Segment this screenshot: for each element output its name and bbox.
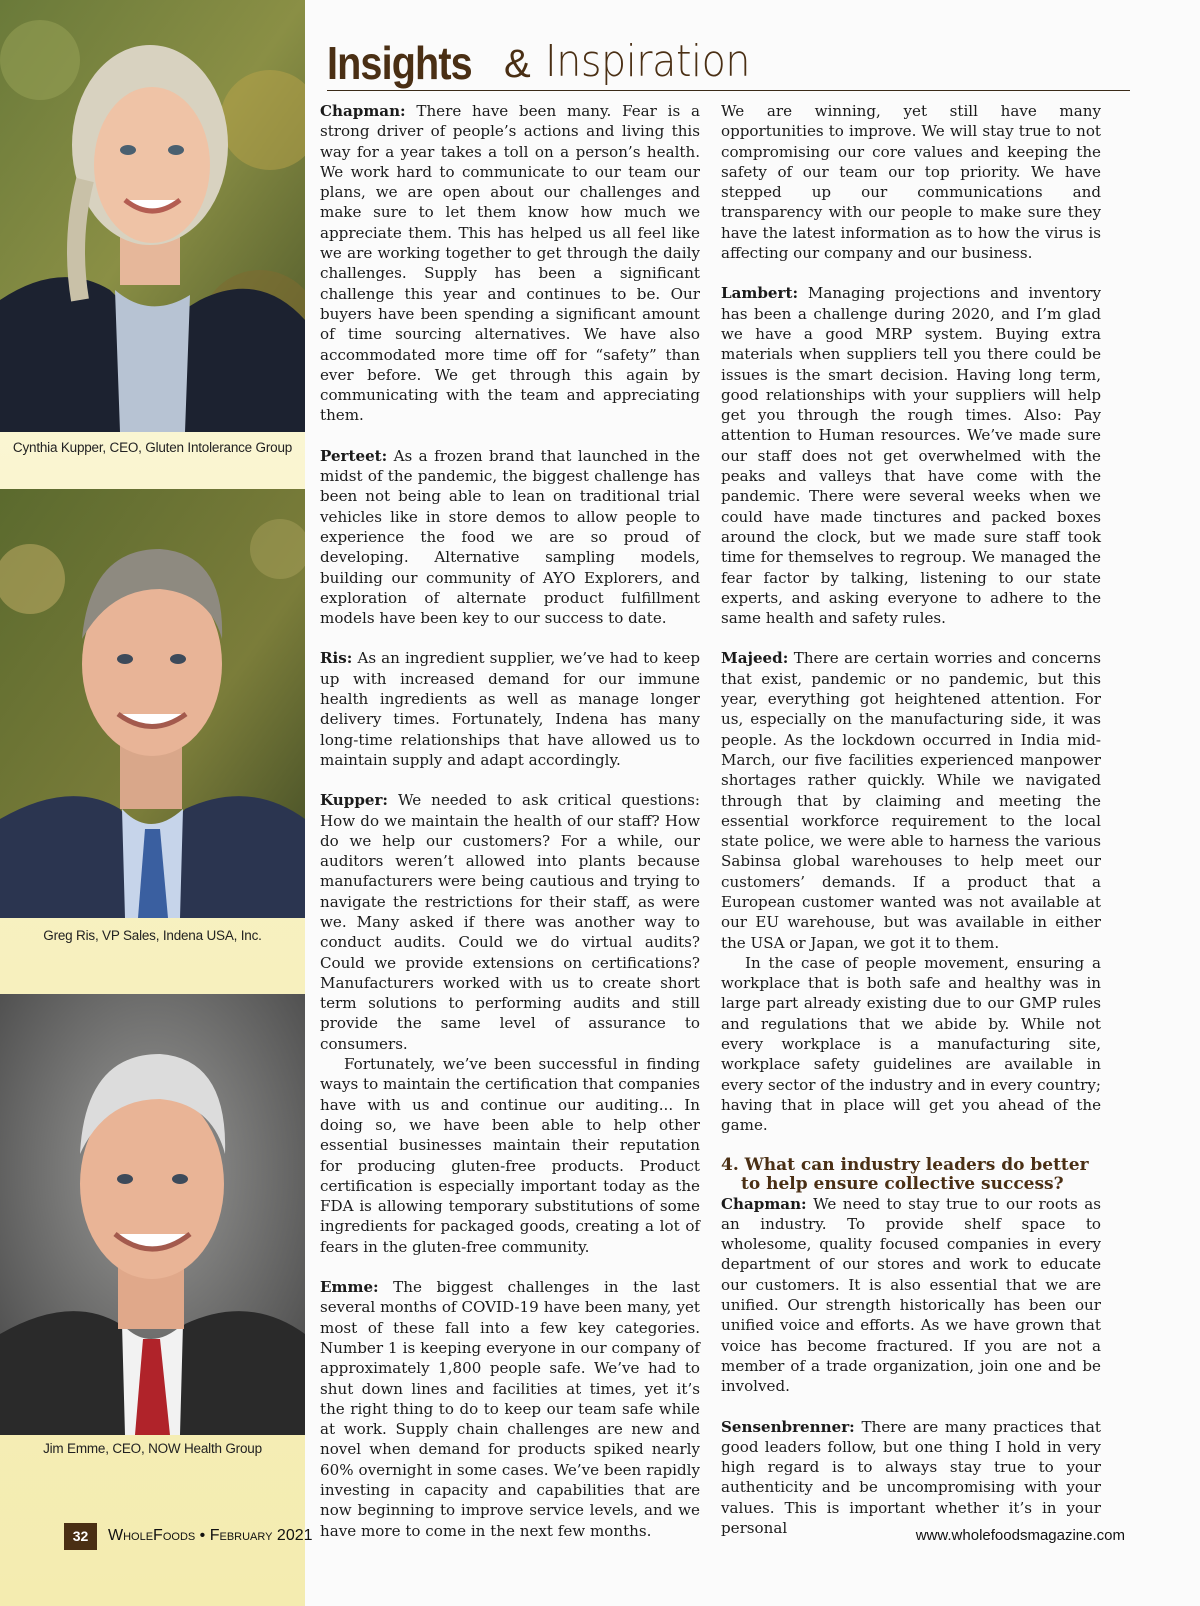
speaker-name: Perteet: [320,446,388,465]
answer-text: As an ingredient supplier, we’ve had to keep up with increased demand for our immune health ingredients as well as manage longer delivery times. Fortunately, Indena has many long-time relationships that have allowed us to maintain supply and adapt accordingly. [320,649,700,769]
answer-emme [320,1277,700,1541]
answer-text: There have been many. Fear is a strong driver of people’s actions and living this way for a year takes a toll on a person’s health. We work hard to communicate to our team our plans, we are open about our challenges and make sure to let them know how much we appreciate them. This has helped us all feel like we are working together to get through the daily challenges. Supply has been a significant challenge this year and continues to be. Our buyers have been spending a significant amount of time sourcing alternatives. We have also accommodated more time off for “safety” than ever before. We get through this again by communicating with the team and appreciating them. [320,102,700,425]
answer-ris [320,648,700,770]
answer-majeed [721,648,1101,952]
speaker-name: Emme: [320,1278,379,1297]
page-footer [0,1510,1200,1550]
heading-ampersand: & [504,42,531,86]
answer-perteet [320,446,700,629]
answer-majeed-continued: In the case of people movement, ensuring a workplace that is both safe and healthy was in large part already existing due to our GMP rules and regulations that we abide by. While not every workplace is a manufacturing site, workplace safety guidelines are available in every sector of the industry and in every country; having that in place will get you ahead of the game. [721,953,1101,1135]
caption-kupper: Cynthia Kupper, CEO, Gluten Intolerance Group [12,440,293,455]
speaker-name: Chapman: [721,1194,807,1213]
publication-issue: WholeFoods • February 2021 [108,1527,313,1544]
website-url: www.wholefoodsmagazine.com [915,1527,1125,1544]
article-column-1 [320,101,700,1561]
page-number: 32 [64,1523,97,1550]
photo-cynthia-kupper [0,0,305,432]
caption-ris: Greg Ris, VP Sales, Indena USA, Inc. [43,928,262,943]
speaker-name: Sensenbrenner: [721,1417,855,1436]
heading-insights: Insights [327,37,472,89]
answer-chapman-2 [721,1194,1101,1397]
answer-kupper-continued: Fortunately, we’ve been successful in finding ways to maintain the certification that companies have with us and continue our auditing... In doing so, we have been able to help other essential businesses maintain their reputation for producing gluten-free products. Product certification is especially important today as the FDA is allowing temporary substitutions of some ingredients for packaged goods, creating a lot of fears in the gluten-free community. [320,1055,700,1256]
answer-lambert [721,283,1101,628]
section-heading [327,30,1130,91]
answer-chapman [320,101,700,426]
answer-text: As a frozen brand that launched in the midst of the pandemic, the biggest challenge has been not being able to lean on traditional trial vehicles like in store demos to allow people to experience the food we are so proud of developing. Alternative sampling models, building our community of AYO Explorers, and exploration of alternate product fulfillment models have been key to our success to date. [320,446,700,628]
answer-text: We needed to ask critical questions: How do we maintain the health of our staff? How do we help our customers? For a while, our auditors weren’t allowed into plants because manufacturers were being cautious and trying to navigate the restrictions for their staff, as were we. Many asked if there was another way to conduct audits. Could we do virtual audits? Could we provide extensions on certifications? Manufacturers worked with us to create short term solutions to performing audits and still provide the same level of assurance to consumers. [320,791,700,1053]
speaker-name: Ris: [320,649,353,668]
answer-text: There are many practices that good leaders follow, but one thing I hold in very high regard is to always stay true to your authenticity and be uncompromising with your values. This is important whether it’s in your personal [721,1417,1101,1537]
answer-text: We need to stay true to our roots as an industry. To provide shelf space to wholesome, quality focused companies in every department of our stores and work to educate our customers. It is also essential that we are unified. Our strength historically has been our unified voice and efforts. As we have grown that voice has become fractured. If you are not a member of a trade organization, join one and be involved. [721,1194,1101,1396]
speaker-name: Lambert: [721,284,799,303]
answer-text: Managing projections and inventory has been a challenge during 2020, and I’m glad we have a good MRP system. Buying extra materials when suppliers tell you there could be issues is the smart decision. Having long term, good relationships with your suppliers will help get you through the rough times. Also: Pay attention to Human resources. We’ve made sure our staff does not get overwhelmed with the peaks and valleys that have come with the pandemic. There were several weeks when we could have made tinctures and packed boxes around the clock, but we made sure staff took time for themselves to regroup. We managed the fear factor by talking, listening to our state experts, and asking everyone to adhere to the same health and safety rules. [721,284,1101,628]
photo-jim-emme [0,994,305,1435]
answer-emme-continued: We are winning, yet still have many opportunities to improve. We will stay true to not compromising our core values and keeping the safety of our team our top priority. We have stepped up our communications and transparency with our people to make sure they have the latest information as to how the virus is affecting our company and our business. [721,102,1101,263]
question-heading: 4. What can industry leaders do better to help ensure collective success? [721,1154,1089,1194]
answer-text: The biggest challenges in the last several months of COVID-19 have been many, yet most of these fall into a few key categories. Number 1 is keeping everyone in our company of approximately 1,800 people safe. We’ve had to shut down lines and facilities at times, yet it’s the right thing to do to keep our team safe while at work. Supply chain challenges are new and novel when demand for products spiked nearly 60% overnight in some cases. We’ve been rapidly investing in capacity and capabilities that are now beginning to improve service levels, and we have more to come in the next few months. [320,1278,700,1540]
speaker-name: Majeed: [721,649,789,668]
answer-text: There are certain worries and concerns that exist, pandemic or no pandemic, but this year, everything got heightened attention. For us, especially on the manufacturing side, it was people. As the lockdown occurred in India mid-March, our five facilities experienced manpower shortages rather quickly. While we navigated through that by claiming and meeting the essential workforce requirement to the local state police, we were able to harness the various Sabinsa global warehouses to help meet our customers’ demands. If a product that a European customer wanted was not available at our EU warehouse, but was available in either the USA or Japan, we got it to them. [721,649,1101,952]
caption-emme: Jim Emme, CEO, NOW Health Group [43,1441,262,1456]
heading-inspiration: Inspiration [545,36,751,87]
answer-kupper [320,790,700,1054]
speaker-name: Chapman: [320,102,406,120]
photo-greg-ris [0,489,305,918]
speaker-name: Kupper: [320,791,388,810]
article-column-2 [721,101,1101,1558]
